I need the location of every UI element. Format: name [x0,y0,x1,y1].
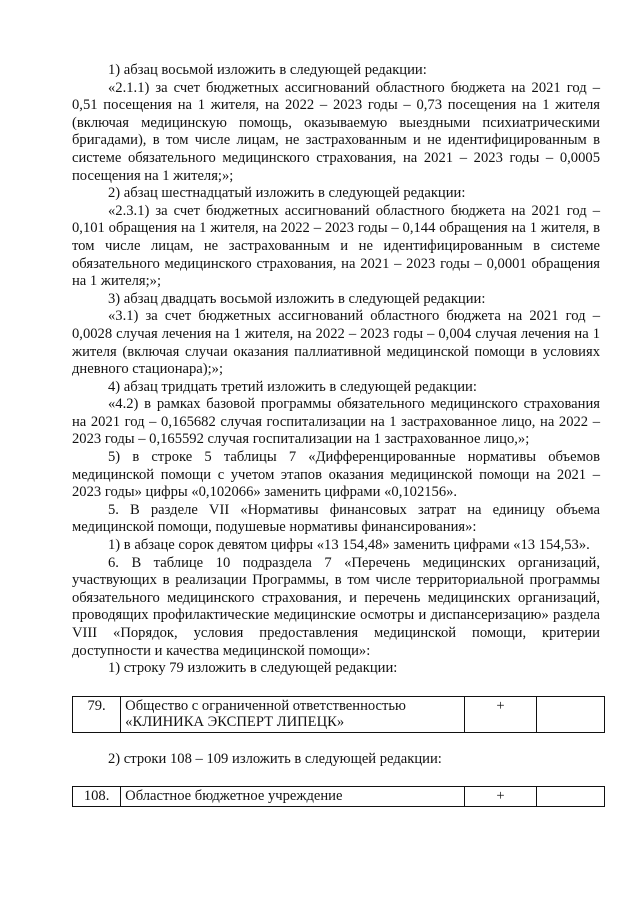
row-number: 108. [73,787,121,807]
paragraph: «4.2) в рамках базовой программы обязательного медицинского страхования на 2021 год – 0,165682 случая госпитализации на 1 застрахованное лицо, на 2022 – 2023 годы – 0,165592 случая госпитализации на 1 застрахованное лицо,»; [72,396,600,448]
empty-cell [537,787,605,807]
org-table-row-79 [72,696,605,733]
paragraph: 5. В разделе VII «Нормативы финансовых затрат на единицу объема медицинской помощи, подушевые нормативы финансирования»: [72,501,600,536]
paragraph: «2.1.1) за счет бюджетных ассигнований областного бюджета на 2021 год – 0,51 посещения на 1 жителя, на 2022 – 2023 годы – 0,73 посещения на 1 жителя (включая медицинскую помощь, оказываемую выездными психиатрическими бригадами), в том числе лицам, не застрахованным и не идентифицированным в системе обязательного медицинского страхования, на 2021 – 2023 годы – 0,0005 посещения на 1 жителя;»; [72,79,600,184]
spacer [72,768,600,786]
paragraph: «3.1) за счет бюджетных ассигнований областного бюджета на 2021 год – 0,0028 случая лечения на 1 жителя, на 2022 – 2023 годы – 0,004 случая лечения на 1 жителя (включая случаи оказания паллиативной медицинской помощи в условиях дневного стационара);»; [72,308,600,378]
paragraph: 1) абзац восьмой изложить в следующей редакции: [108,62,427,78]
row-number: 79. [73,696,121,732]
empty-cell [537,696,605,732]
paragraph: «2.3.1) за счет бюджетных ассигнований областного бюджета на 2021 год – 0,101 обращения на 1 жителя, на 2022 – 2023 годы – 0,144 обращения на 1 жителя, в том числе лицам, не застрахованным и не идентифицированным в системе обязательного медицинского страхования, на 2021 – 2023 годы – 0,0001 обращения на 1 жителя;»; [72,202,600,290]
document-page [72,62,600,807]
paragraph: 6. В таблице 10 подраздела 7 «Перечень медицинских организаций, участвующих в реализации Программы, в том числе территориальной программы обязательного медицинского страхования, и перечень медицинских организаций, проводящих профилактические медицинские осмотры и диспансеризацию» раздела VIII «Порядок, условия предоставления медицинской помощи, критерии доступности и качества медицинской помощи»: [72,554,600,659]
participation-mark: + [464,787,537,807]
paragraph: 2) абзац шестнадцатый изложить в следующей редакции: [108,185,466,202]
paragraph: 4) абзац тридцать третий изложить в следующей редакции: [108,378,477,395]
paragraph: 3) абзац двадцать восьмой изложить в следующей редакции: [108,290,486,307]
table-row [73,696,605,732]
spacer [72,733,600,751]
organization-name: Общество с ограниченной ответственностью «КЛИНИКА ЭКСПЕРТ ЛИПЕЦК» [121,696,464,732]
organization-name: Областное бюджетное учреждение [121,787,464,807]
paragraph: 1) строку 79 изложить в следующей редакции: [108,660,398,677]
table-row [73,787,605,807]
paragraph: 1) в абзаце сорок девятом цифры «13 154,48» заменить цифрами «13 154,53». [108,537,590,554]
org-table-row-108 [72,786,605,807]
paragraph: 2) строки 108 – 109 изложить в следующей редакции: [108,750,442,767]
spacer [72,678,600,696]
participation-mark: + [464,696,537,732]
paragraph: 5) в строке 5 таблицы 7 «Дифференцированные нормативы объемов медицинской помощи с учетом этапов оказания медицинской помощи на 2021 – 2023 годы» цифры «0,102066» заменить цифрами «0,102156». [72,449,600,501]
